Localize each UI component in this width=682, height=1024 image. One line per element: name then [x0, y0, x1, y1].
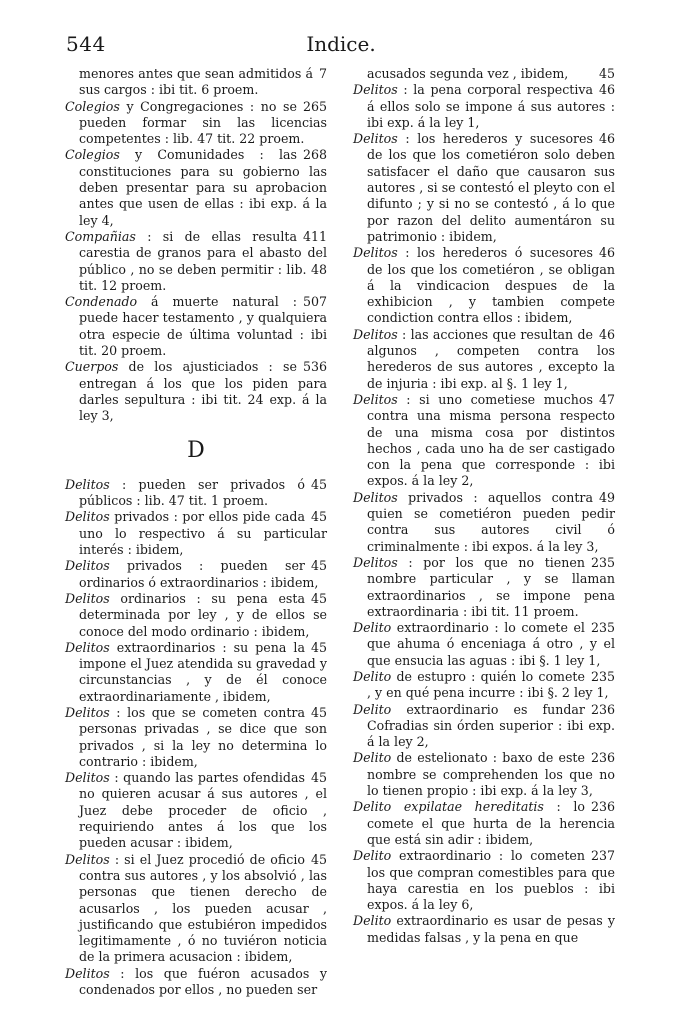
index-entry — [353, 82, 615, 131]
index-entry — [353, 327, 615, 392]
right-column — [353, 66, 615, 946]
index-entry — [65, 966, 327, 999]
index-entry — [65, 591, 327, 640]
entry-text: : los que se cometen contra personas privadas , se dice que son privados , si la ley no determina lo contrario : ibidem, — [79, 704, 327, 769]
entry-heading: Cuerpos — [65, 359, 119, 375]
entry-text: acusados segunda vez , ibidem, — [367, 66, 569, 81]
index-entry — [65, 294, 327, 359]
index-entry — [65, 359, 327, 424]
entry-text: privados : por ellos pide cada uno lo respectivo á su particular interés : ibidem, — [79, 509, 327, 558]
entry-heading: Condenado — [65, 294, 138, 310]
entry-text: : por los que no tienen nombre particular , y se llaman extraordinarios , se impone pena extraordinaria : ibi tit. 11 proem. — [367, 554, 615, 619]
right-entries — [353, 66, 615, 946]
entry-heading: Delito expilatae hereditatis — [353, 799, 544, 815]
page-number: 544 — [66, 32, 106, 56]
entry-page-ref: 45 — [310, 704, 327, 720]
entry-text: ordinarios : su pena esta determinada por ley , y de ellos se conoce del modo ordinario : ibidem, — [79, 590, 327, 639]
entry-heading: Delitos — [353, 245, 398, 261]
entry-page-ref: 46 — [598, 326, 615, 342]
index-entry — [353, 245, 615, 326]
index-entry — [353, 620, 615, 669]
index-entry — [65, 99, 327, 148]
index-entry — [353, 66, 615, 82]
entry-page-ref: 265 — [302, 98, 327, 114]
left-entries-after — [65, 477, 327, 999]
index-entry — [65, 770, 327, 851]
entry-page-ref: 45 — [310, 558, 327, 574]
entry-heading: Colegios — [65, 147, 120, 163]
index-entry — [353, 669, 615, 702]
entry-text: y Comunidades : las constituciones para su gobierno las deben presentar para su aprobacion antes que usen de ellas : ibi exp. á la ley 4, — [79, 147, 327, 228]
entry-heading: Delitos — [65, 851, 110, 867]
entry-text: extraordinario : lo cometen los que compran comestibles para que haya carestia en los pueblos : ibi expos. á la ley 6, — [367, 848, 615, 913]
entry-heading: Delito — [353, 750, 392, 766]
index-entry — [353, 490, 615, 555]
entry-heading: Delitos — [353, 131, 398, 147]
entry-text: : los herederos y sucesores de los que los cometiéron solo deben satisfacer el daño que causaron sus autores , si se contestó el pleyto con el difunto ; y si no se contestó , á lo que por razon del delito aumentáron su patrimonio : ibidem, — [367, 131, 616, 244]
entry-page-ref: 45 — [310, 590, 327, 606]
entry-page-ref: 235 — [590, 620, 615, 636]
entry-heading: Delitos — [65, 558, 110, 574]
entry-heading: Delitos — [65, 639, 110, 655]
entry-page-ref: 536 — [302, 359, 327, 375]
entry-page-ref: 268 — [302, 147, 327, 163]
entry-heading: Delito — [353, 668, 392, 684]
index-entry — [65, 509, 327, 558]
entry-page-ref: 45 — [310, 639, 327, 655]
entry-text: : los que fuéron acusados y condenados por ellos , no pueden ser — [79, 965, 327, 998]
entry-page-ref: 45 — [310, 770, 327, 786]
entry-heading: Delito — [353, 848, 392, 864]
entry-page-ref: 235 — [590, 668, 615, 684]
entry-text: de estelionato : baxo de este nombre se comprehenden los que no lo tienen propio : ibi exp. á la ley 3, — [367, 750, 615, 799]
entry-heading: Delitos — [353, 391, 398, 407]
entry-page-ref: 45 — [310, 509, 327, 525]
entry-text: extraordinario es fundar Cofradias sin órden superior : ibi exp. á la ley 2, — [367, 701, 615, 750]
entry-page-ref: 237 — [590, 848, 615, 864]
entry-page-ref: 46 — [598, 82, 615, 98]
entry-heading: Colegios — [65, 98, 120, 114]
entry-heading: Delitos — [65, 704, 110, 720]
entry-text: : los herederos ó sucesores de los que los cometiéron , se obligan á la vindicacion despues de la exhibicion , y tambien compete condiction contra ellos : ibidem, — [367, 245, 615, 326]
entry-page-ref: 45 — [598, 66, 615, 81]
entry-page-ref: 7 — [318, 66, 327, 81]
entry-page-ref: 236 — [590, 701, 615, 717]
entry-heading: Compañias — [65, 228, 136, 244]
running-head: Indice. — [306, 32, 376, 56]
entry-text: á muerte natural : puede hacer testamento , y qualquiera otra especie de última voluntad : ibi tit. 20 proem. — [79, 294, 327, 359]
entry-text: : la pena corporal respectiva á ellos solo se impone á sus autores : ibi exp. á la ley 1, — [367, 82, 615, 130]
left-column — [65, 66, 327, 998]
entry-page-ref: 46 — [598, 131, 615, 147]
entry-page-ref: 235 — [590, 554, 615, 570]
index-entry — [65, 477, 327, 510]
entry-heading: Delito — [353, 620, 392, 636]
entry-heading: Delitos — [65, 965, 110, 981]
entry-page-ref: 47 — [598, 391, 615, 407]
entry-text: privados : aquellos contra quien se cometiéron pueden pedir contra sus autores civil ó criminalmente : ibi expos. á la ley 3, — [367, 489, 615, 554]
entry-text: : si uno cometiese muchos contra una misma persona respecto de una misma cosa por distintos hechos , cada uno ha de ser castigado con la pena que corresponde : ibi expos. á la ley 2, — [367, 391, 615, 489]
entry-page-ref: 507 — [302, 294, 327, 310]
entry-text: privados : pueden ser ordinarios ó extraordinarios : ibidem, — [79, 558, 319, 590]
page-header — [0, 32, 682, 62]
left-entries-before — [65, 66, 327, 425]
entry-heading: Delitos — [65, 770, 110, 786]
entry-text: de estupro : quién lo comete , y en qué pena incurre : ibi §. 2 ley 1, — [367, 668, 609, 701]
section-letter: D — [187, 437, 205, 463]
index-entry — [65, 705, 327, 770]
entry-heading: Delitos — [353, 554, 398, 570]
index-entry — [353, 750, 615, 799]
index-entry — [65, 640, 327, 705]
index-entry — [353, 848, 615, 913]
entry-page-ref: 411 — [302, 228, 327, 244]
entry-heading: Delito — [353, 701, 392, 717]
index-entry — [353, 702, 615, 751]
index-entry — [353, 555, 615, 620]
entry-text: : lo comete el que hurta de la herencia que está sin adir : ibidem, — [367, 799, 615, 847]
entry-page-ref: 49 — [598, 489, 615, 505]
entry-text: extraordinarios : su pena la impone el Juez atendida su gravedad y circunstancias , y de él conoce extraordinariamente , ibidem, — [79, 639, 327, 704]
index-entry — [65, 66, 327, 99]
entry-heading: Delito — [353, 913, 392, 929]
entry-heading: Delitos — [65, 509, 110, 525]
entry-text: : pueden ser privados ó públicos : lib. 47 tit. 1 proem. — [79, 476, 305, 509]
index-entry — [65, 147, 327, 228]
entry-heading: Delitos — [353, 82, 398, 98]
entry-page-ref: 236 — [590, 799, 615, 815]
entry-page-ref: 45 — [310, 476, 327, 492]
index-entry — [65, 852, 327, 966]
entry-heading: Delitos — [353, 326, 398, 342]
entry-text: y Congregaciones : no se pueden formar sin las licencias competentes : lib. 47 tit. 22 proem. — [79, 98, 327, 147]
entry-heading: Delitos — [65, 590, 110, 606]
index-entry — [65, 229, 327, 294]
entry-text: extraordinario es usar de pesas y medidas falsas , y la pena en que — [367, 913, 615, 945]
entry-text: menores antes que sean admitidos á sus cargos : ibi tit. 6 proem. — [79, 66, 313, 98]
entry-text: : si de ellas resulta carestia de granos para el abasto del público , no se deben permitir : lib. 48 tit. 12 proem. — [79, 228, 327, 293]
entry-text: : las acciones que resultan de algunos , competen contra los herederos de sus autores , excepto la de injuria : ibi exp. al §. 1 ley 1, — [367, 326, 615, 391]
entry-heading: Delitos — [65, 476, 110, 492]
index-entry — [353, 392, 615, 490]
entry-text: de los ajusticiados : se entregan á los que los piden para darles sepultura : ibi tit. 24 exp. á la ley 3, — [79, 359, 327, 424]
index-entry — [353, 799, 615, 848]
entry-page-ref: 46 — [598, 245, 615, 261]
entry-page-ref: 45 — [310, 851, 327, 867]
index-entry — [353, 131, 615, 245]
entry-text: : si el Juez procedió de oficio contra sus autores , y los absolvió , las personas que tienen derecho de acusarlos , los pueden acusar , justificando que estubiéron impedidos legitimamente , ó no tuviéron noticia de la primera acusacion : ibidem, — [79, 851, 327, 965]
index-entry — [353, 913, 615, 946]
entry-heading: Delitos — [353, 489, 398, 505]
entry-text: : quando las partes ofendidas no quieren acusar á sus autores , el Juez debe proceder de oficio , requiriendo antes á los que los pueden acusar : ibidem, — [79, 770, 327, 851]
entry-text: extraordinario : lo comete el que ahuma ó enceniaga á otro , y el que ensucia las aguas : ibi §. 1 ley 1, — [367, 620, 615, 668]
index-entry — [65, 558, 327, 591]
entry-page-ref: 236 — [590, 750, 615, 766]
